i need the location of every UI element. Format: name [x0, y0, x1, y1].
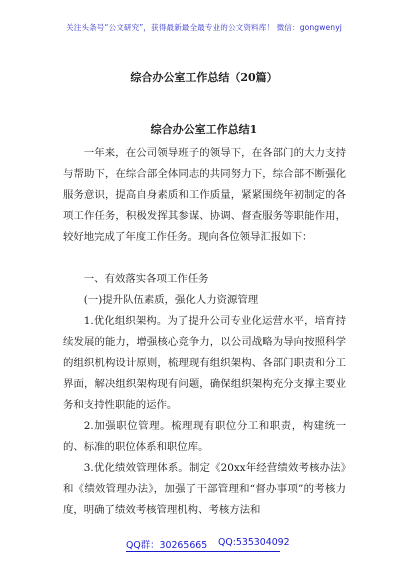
paragraph-item-3: [63, 458, 346, 521]
footer-underline: [126, 551, 280, 552]
heading-text: (一)提升队伍素质，强化人力资源管理: [83, 294, 259, 306]
section-title: 综合办公室工作总结1: [150, 123, 258, 136]
header-banner: 关注头条号“公文研究”，获得最新最全最专业的公文资料库！ 微信：gongwenyj: [66, 23, 342, 32]
paragraph-item-1: [63, 311, 346, 416]
heading-level-2: [63, 290, 346, 311]
heading-level-1: [63, 269, 346, 290]
footer-qq-group: QQ群：30265665: [126, 540, 208, 551]
heading-text: 一、有效落实各项工作任务: [83, 273, 209, 285]
paragraph-intro: [63, 143, 346, 248]
paragraph-text: 一年来，在公司领导班子的领导下，在各部门的大力支持与帮助下，在综合部全体同志的共同努力下，综合部不断强化服务意识，提高自身素质和工作质量，紧紧围绕年初制定的各项工作任务，积极发挥其参谋、协调、督查服务等职能作用，较好地完成了年度工作任务。现向各位领导汇报如下：: [63, 147, 346, 243]
paragraph-text: 3.优化绩效管理体系。制定《20xx年经营绩效考核办法》和《绩效管理办法》，加强了干部管理和“督办事项”的考核力度，明确了绩效考核管理机构、考核方法和: [63, 462, 346, 516]
paragraph-item-2: [63, 416, 346, 458]
footer-qq: QQ:535304092: [218, 537, 290, 548]
paragraph-text: 1.优化组织架构。为了提升公司专业化运营水平，培育持续发展的能力，增强核心竞争力，以公司战略为导向按照科学的组织机构设计原则，梳理现有组织架构、各部门职责和分工界面，解决组织架构现有问题，确保组织架构充分支撑主要业务和支持性职能的运作。: [63, 315, 346, 411]
document-title: 综合办公室工作总结（20篇）: [130, 71, 278, 84]
paragraph-text: 2.加强职位管理。梳理现有职位分工和职责，构建统一的、标准的职位体系和职位库。: [63, 420, 346, 453]
